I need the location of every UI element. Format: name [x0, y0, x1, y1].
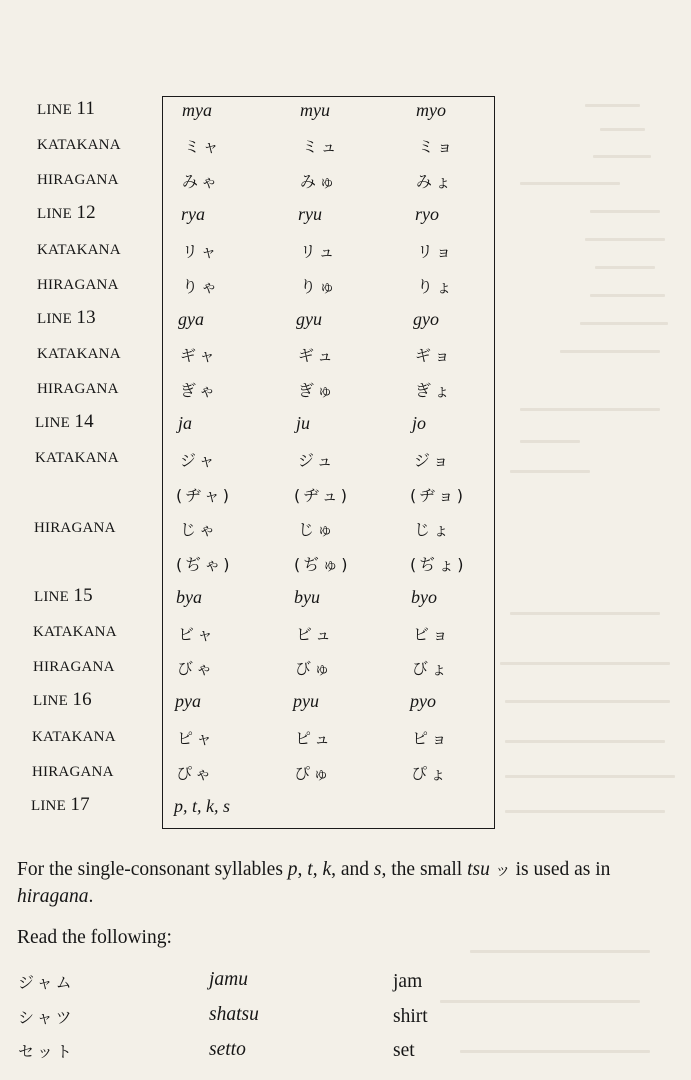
katakana-word: KATAKANA: [32, 729, 116, 745]
line-number: 11: [76, 98, 96, 119]
hiragana-pya: ぴゃ: [176, 764, 215, 783]
note-text: , the small: [381, 859, 468, 880]
romaji-gya: gya: [178, 309, 204, 329]
katakana-pyo: ピョ: [412, 729, 451, 748]
romaji-ryo: ryo: [415, 204, 439, 224]
katakana-word: KATAKANA: [37, 242, 121, 258]
hiragana-word: HIRAGANA: [32, 764, 114, 780]
note-tsu: tsu: [467, 859, 490, 880]
note-sep: ,: [312, 859, 323, 880]
hiragana-ja: じゃ: [180, 520, 219, 539]
hiragana-myu: みゅ: [300, 172, 339, 191]
katakana-ja: ジャ: [180, 451, 218, 470]
vocab-english-2: shirt: [393, 1006, 428, 1027]
hiragana-myo: みょ: [416, 172, 455, 191]
hiragana-mya: みゃ: [182, 172, 221, 191]
romaji-pya: pya: [175, 691, 201, 711]
katakana-myo: ミョ: [418, 137, 456, 156]
line-number: 14: [74, 411, 94, 432]
hiragana-gyo: ぎょ: [415, 381, 454, 400]
line-word: LINE: [35, 415, 70, 431]
hiragana-gyu: ぎゅ: [298, 381, 337, 400]
hiragana-word: HIRAGANA: [37, 381, 119, 397]
romaji-byu: byu: [294, 587, 320, 607]
romaji-bya: bya: [176, 587, 202, 607]
vocab-romaji-3: setto: [209, 1039, 246, 1060]
romaji-ptks: p, t, k, s: [174, 796, 230, 816]
exercise-heading: Read the following:: [17, 927, 172, 948]
romaji-myu: myu: [300, 100, 330, 120]
katakana-alt-jo: (ヂョ): [410, 486, 467, 505]
note-k: k: [322, 859, 332, 880]
line-14-label: [35, 411, 94, 433]
katakana-gyu: ギュ: [298, 346, 337, 365]
note-sep: , and: [331, 859, 374, 880]
katakana-label: [32, 726, 116, 746]
katakana-word: KATAKANA: [37, 137, 121, 153]
vocab-english-1: jam: [393, 971, 423, 992]
vocab-kana-2: シャツ: [18, 1008, 75, 1027]
line-number: 15: [73, 585, 93, 606]
katakana-label: [37, 134, 121, 154]
line-16-label: [33, 689, 92, 711]
katakana-myu: ミュ: [302, 137, 340, 156]
romaji-pyo: pyo: [410, 691, 436, 711]
vocab-romaji-2: shatsu: [209, 1004, 259, 1025]
katakana-label: [37, 239, 121, 259]
hiragana-word: HIRAGANA: [33, 659, 115, 675]
small-tsu-note: [17, 856, 682, 910]
note-hiragana: hiragana: [17, 886, 89, 907]
hiragana-bya: びゃ: [177, 659, 216, 678]
hiragana-ryo: りょ: [417, 277, 456, 296]
line-word: LINE: [31, 798, 66, 814]
line-word: LINE: [37, 206, 72, 222]
romaji-myo: myo: [416, 100, 446, 120]
line-17-label: [31, 794, 90, 816]
hiragana-label: [32, 761, 114, 781]
romaji-ju: ju: [296, 413, 311, 433]
line-11-label: [37, 98, 95, 120]
katakana-word: KATAKANA: [35, 450, 119, 466]
katakana-label: [33, 621, 117, 641]
line-13-label: [37, 307, 96, 329]
hiragana-pyu: ぴゅ: [294, 764, 333, 783]
vocab-kana-1: ジャム: [18, 973, 75, 992]
romaji-ryu: ryu: [298, 204, 322, 224]
katakana-ju: ジュ: [298, 451, 336, 470]
line-12-label: [37, 202, 96, 224]
romaji-gyo: gyo: [413, 309, 439, 329]
note-t: t: [307, 859, 313, 880]
note-sep: ,: [297, 859, 308, 880]
vocab-english-3: set: [393, 1040, 415, 1061]
katakana-ryo: リョ: [417, 242, 455, 261]
hiragana-rya: りゃ: [182, 277, 221, 296]
line-word: LINE: [34, 589, 69, 605]
katakana-mya: ミャ: [184, 137, 222, 156]
katakana-byu: ビュ: [296, 625, 335, 644]
hiragana-byu: びゅ: [295, 659, 334, 678]
vocab-kana-3: セット: [18, 1042, 76, 1061]
hiragana-label: [33, 656, 115, 676]
katakana-word: KATAKANA: [33, 624, 117, 640]
line-number: 16: [72, 689, 92, 710]
hiragana-label: [37, 274, 119, 294]
hiragana-pyo: ぴょ: [411, 764, 450, 783]
note-p: p: [287, 859, 298, 880]
hiragana-label: [37, 378, 119, 398]
line-number: 13: [76, 307, 96, 328]
line-word: LINE: [37, 102, 72, 118]
line-word: LINE: [37, 311, 72, 327]
katakana-jo: ジョ: [414, 451, 452, 470]
note-end: .: [88, 886, 94, 907]
katakana-pyu: ピュ: [295, 729, 334, 748]
katakana-byo: ビョ: [413, 625, 452, 644]
hiragana-alt-ju: (ぢゅ): [294, 555, 351, 574]
katakana-bya: ビャ: [178, 625, 217, 644]
hiragana-word: HIRAGANA: [37, 172, 119, 188]
hiragana-word: HIRAGANA: [37, 277, 119, 293]
katakana-pya: ピャ: [177, 729, 216, 748]
note-tsu-kana: ッ: [494, 860, 511, 879]
hiragana-label: [34, 517, 116, 537]
line-number: 17: [70, 794, 90, 815]
katakana-alt-ja: (ヂャ): [176, 486, 233, 505]
katakana-alt-ju: (ヂュ): [294, 486, 351, 505]
hiragana-alt-ja: (ぢゃ): [176, 555, 233, 574]
katakana-label: [35, 447, 119, 467]
katakana-gya: ギャ: [180, 346, 219, 365]
hiragana-byo: びょ: [412, 659, 451, 678]
romaji-jo: jo: [412, 413, 427, 433]
katakana-ryu: リュ: [300, 242, 338, 261]
katakana-label: [37, 343, 121, 363]
line-15-label: [34, 585, 93, 607]
romaji-mya: mya: [182, 100, 212, 120]
hiragana-label: [37, 169, 119, 189]
hiragana-ryu: りゅ: [300, 277, 339, 296]
katakana-word: KATAKANA: [37, 346, 121, 362]
note-text: is used as in: [510, 859, 611, 880]
hiragana-jo: じょ: [414, 520, 453, 539]
hiragana-gya: ぎゃ: [180, 381, 219, 400]
hiragana-ju: じゅ: [298, 520, 337, 539]
romaji-ja: ja: [178, 413, 193, 433]
note-s: s: [373, 859, 382, 880]
vocab-romaji-1: jamu: [209, 969, 248, 990]
romaji-pyu: pyu: [293, 691, 319, 711]
romaji-gyu: gyu: [296, 309, 322, 329]
romaji-rya: rya: [181, 204, 205, 224]
line-number: 12: [76, 202, 96, 223]
katakana-rya: リャ: [182, 242, 220, 261]
romaji-byo: byo: [411, 587, 437, 607]
line-word: LINE: [33, 693, 68, 709]
katakana-gyo: ギョ: [415, 346, 454, 365]
hiragana-word: HIRAGANA: [34, 520, 116, 536]
note-text: For the single-consonant syllables: [17, 859, 288, 880]
hiragana-alt-jo: (ぢょ): [410, 555, 467, 574]
